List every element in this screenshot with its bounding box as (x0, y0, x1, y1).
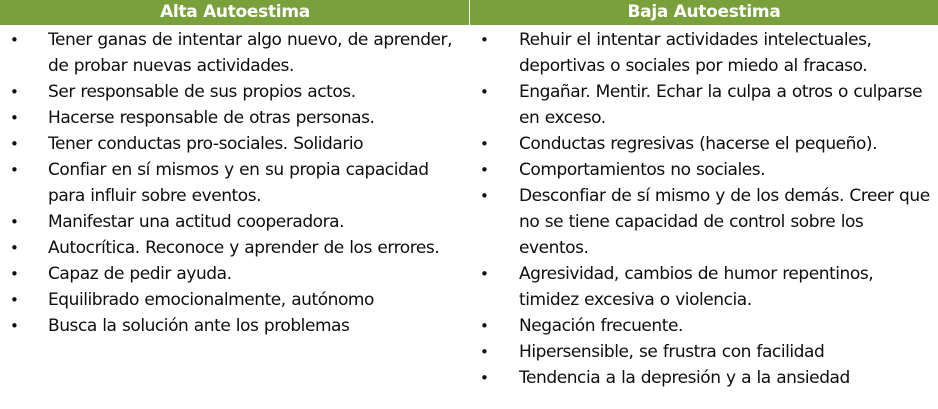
baja-item-text: Negación frecuente. (519, 316, 683, 336)
bullet-icon: • (480, 187, 489, 205)
alta-item-text: Tener ganas de intentar algo nuevo, de aprender, de probar nuevas actividades. (48, 30, 453, 76)
header-divider (469, 0, 470, 25)
alta-item (0, 261, 466, 287)
bullet-icon: • (480, 265, 489, 283)
baja-item-text: Comportamientos no sociales. (519, 160, 766, 180)
bullet-icon: • (480, 161, 489, 179)
baja-item-text: Engañar. Mentir. Echar la culpa a otros o culparse en exceso. (519, 82, 923, 128)
alta-item (0, 131, 466, 157)
bullet-icon: • (480, 369, 489, 387)
baja-item-text: Hipersensible, se frustra con facilidad (519, 342, 825, 362)
baja-item-text: Tendencia a la depresión y a la ansiedad (519, 368, 850, 388)
bullet-icon: • (480, 83, 489, 101)
alta-item (0, 209, 466, 235)
bullet-icon: • (10, 109, 19, 127)
bullet-icon: • (10, 317, 19, 335)
baja-item-text: Rehuir el intentar actividades intelectuales, deportivas o sociales por miedo al fracaso. (519, 30, 872, 76)
alta-autoestima-list (0, 27, 466, 339)
baja-item (474, 27, 938, 79)
alta-item-text: Hacerse responsable de otras personas. (48, 108, 375, 128)
bullet-icon: • (10, 291, 19, 309)
baja-item (474, 313, 938, 339)
alta-item-text: Manifestar una actitud cooperadora. (48, 212, 345, 232)
alta-item-text: Tener conductas pro-sociales. Solidario (48, 134, 364, 154)
bullet-icon: • (480, 31, 489, 49)
bullet-icon: • (480, 317, 489, 335)
baja-item (474, 157, 938, 183)
header-alta-autoestima: Alta Autoestima (160, 2, 310, 22)
baja-item-text: Desconfiar de sí mismo y de los demás. Creer que no se tiene capacidad de control sobre los eventos. (519, 186, 930, 258)
alta-item-text: Autocrítica. Reconoce y aprender de los errores. (48, 238, 440, 258)
baja-item (474, 339, 938, 365)
bullet-icon: • (10, 31, 19, 49)
baja-autoestima-list (474, 27, 938, 391)
bullet-icon: • (10, 161, 19, 179)
bullet-icon: • (10, 213, 19, 231)
baja-item (474, 131, 938, 157)
baja-item-text: Agresividad, cambios de humor repentinos, timidez excesiva o violencia. (519, 264, 874, 310)
alta-item (0, 27, 466, 79)
baja-item (474, 79, 938, 131)
bullet-icon: • (10, 265, 19, 283)
alta-item (0, 79, 466, 105)
baja-item (474, 261, 938, 313)
alta-item (0, 313, 466, 339)
bullet-icon: • (480, 135, 489, 153)
alta-item (0, 157, 466, 209)
alta-item (0, 235, 466, 261)
alta-item-text: Equilibrado emocionalmente, autónomo (48, 290, 374, 310)
bullet-icon: • (10, 135, 19, 153)
alta-item-text: Confiar en sí mismos y en su propia capacidad para influir sobre eventos. (48, 160, 429, 206)
alta-item-text: Ser responsable de sus propios actos. (48, 82, 356, 102)
bullet-icon: • (10, 83, 19, 101)
alta-item-text: Capaz de pedir ayuda. (48, 264, 232, 284)
alta-item (0, 105, 466, 131)
header-baja-autoestima: Baja Autoestima (627, 2, 781, 22)
alta-item-text: Busca la solución ante los problemas (48, 316, 350, 336)
baja-item-text: Conductas regresivas (hacerse el pequeño). (519, 134, 878, 154)
baja-item (474, 183, 938, 261)
bullet-icon: • (10, 239, 19, 257)
bullet-icon: • (480, 343, 489, 361)
alta-item (0, 287, 466, 313)
baja-item (474, 365, 938, 391)
